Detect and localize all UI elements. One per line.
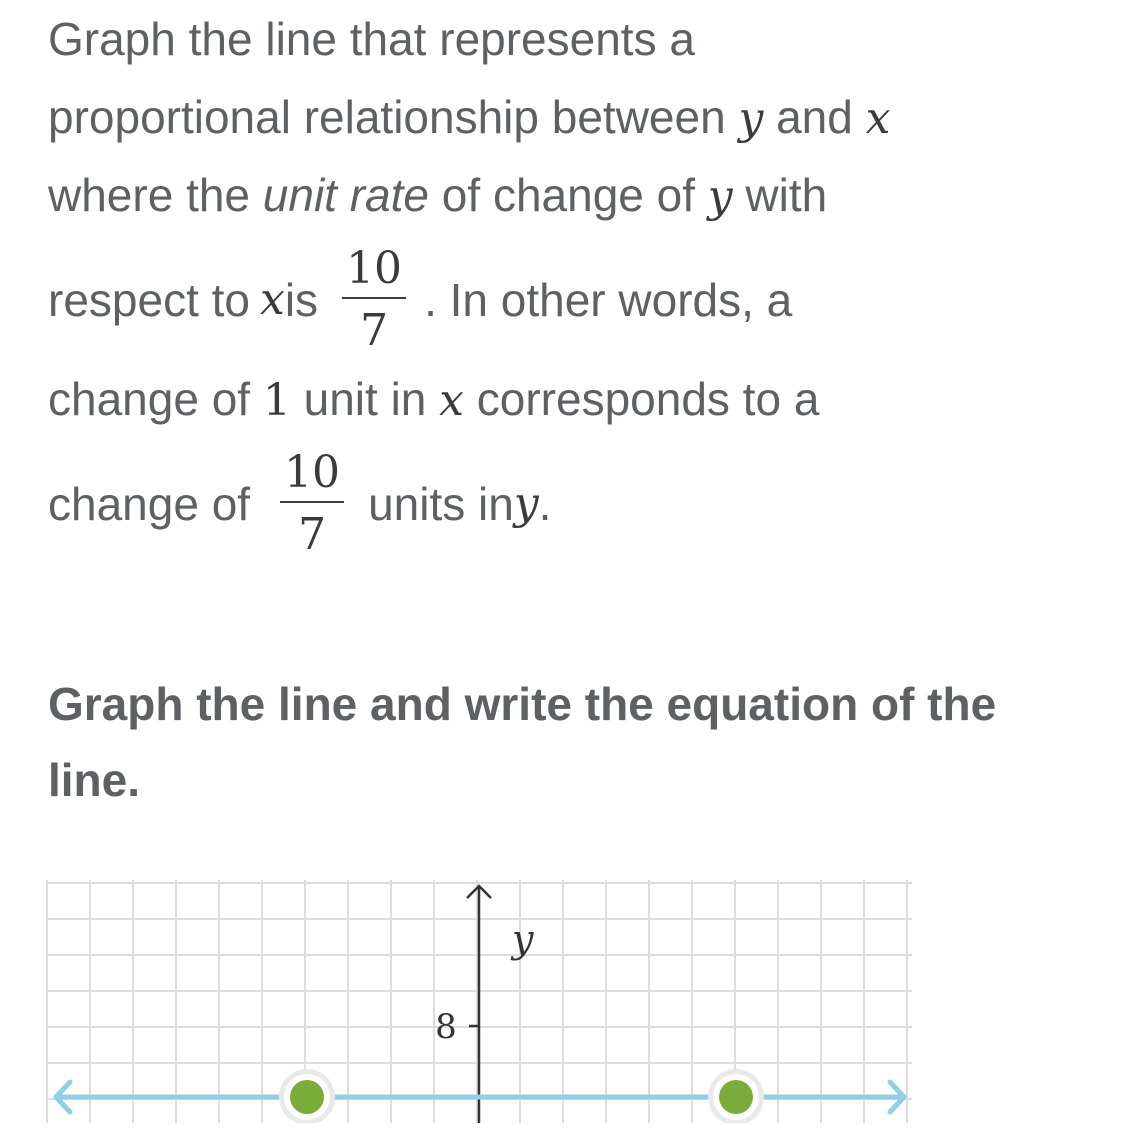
math-variable-x: x — [865, 93, 891, 144]
math-variable-x: x — [439, 375, 464, 426]
problem-line-3: where the unit rate of change of y with — [48, 169, 828, 222]
math-variable-y: y — [707, 171, 733, 222]
fraction-numerator: 10 — [280, 451, 344, 503]
math-variable-y: y — [738, 93, 764, 144]
fraction-denominator: 7 — [298, 509, 327, 560]
coordinate-graph[interactable] — [46, 880, 912, 1128]
unit-rate-emphasis: unit rate — [262, 169, 430, 221]
instruction-heading: Graph the line and write the equation of the line. — [48, 678, 997, 806]
draggable-point-2[interactable] — [708, 1069, 764, 1123]
problem-line-4: respect to x is $\frac{10}{7}$ . In other words, a — [48, 243, 793, 356]
y-axis — [467, 886, 491, 1123]
math-number-one: 1 — [262, 375, 291, 426]
problem-line-5: change of 1 unit in x corresponds to a — [48, 373, 820, 426]
y-axis-label: y — [512, 917, 534, 961]
fraction-numerator: 10 — [342, 247, 406, 299]
y-tick-label-8: 8 — [435, 1007, 457, 1047]
problem-line-6: change of $\frac{10}{7}$ units in y . — [48, 447, 552, 560]
fraction-denominator: 7 — [360, 305, 389, 356]
draggable-point-1[interactable] — [279, 1069, 335, 1123]
rate-fraction — [342, 243, 406, 356]
math-variable-y: y — [513, 478, 539, 529]
math-variable-x: x — [260, 274, 285, 325]
problem-line-2: proportional relationship between y and x — [48, 91, 891, 144]
graph-canvas[interactable] — [46, 880, 912, 1123]
problem-line-1: Graph the line that represents a — [48, 13, 695, 65]
rate-fraction — [280, 447, 344, 560]
